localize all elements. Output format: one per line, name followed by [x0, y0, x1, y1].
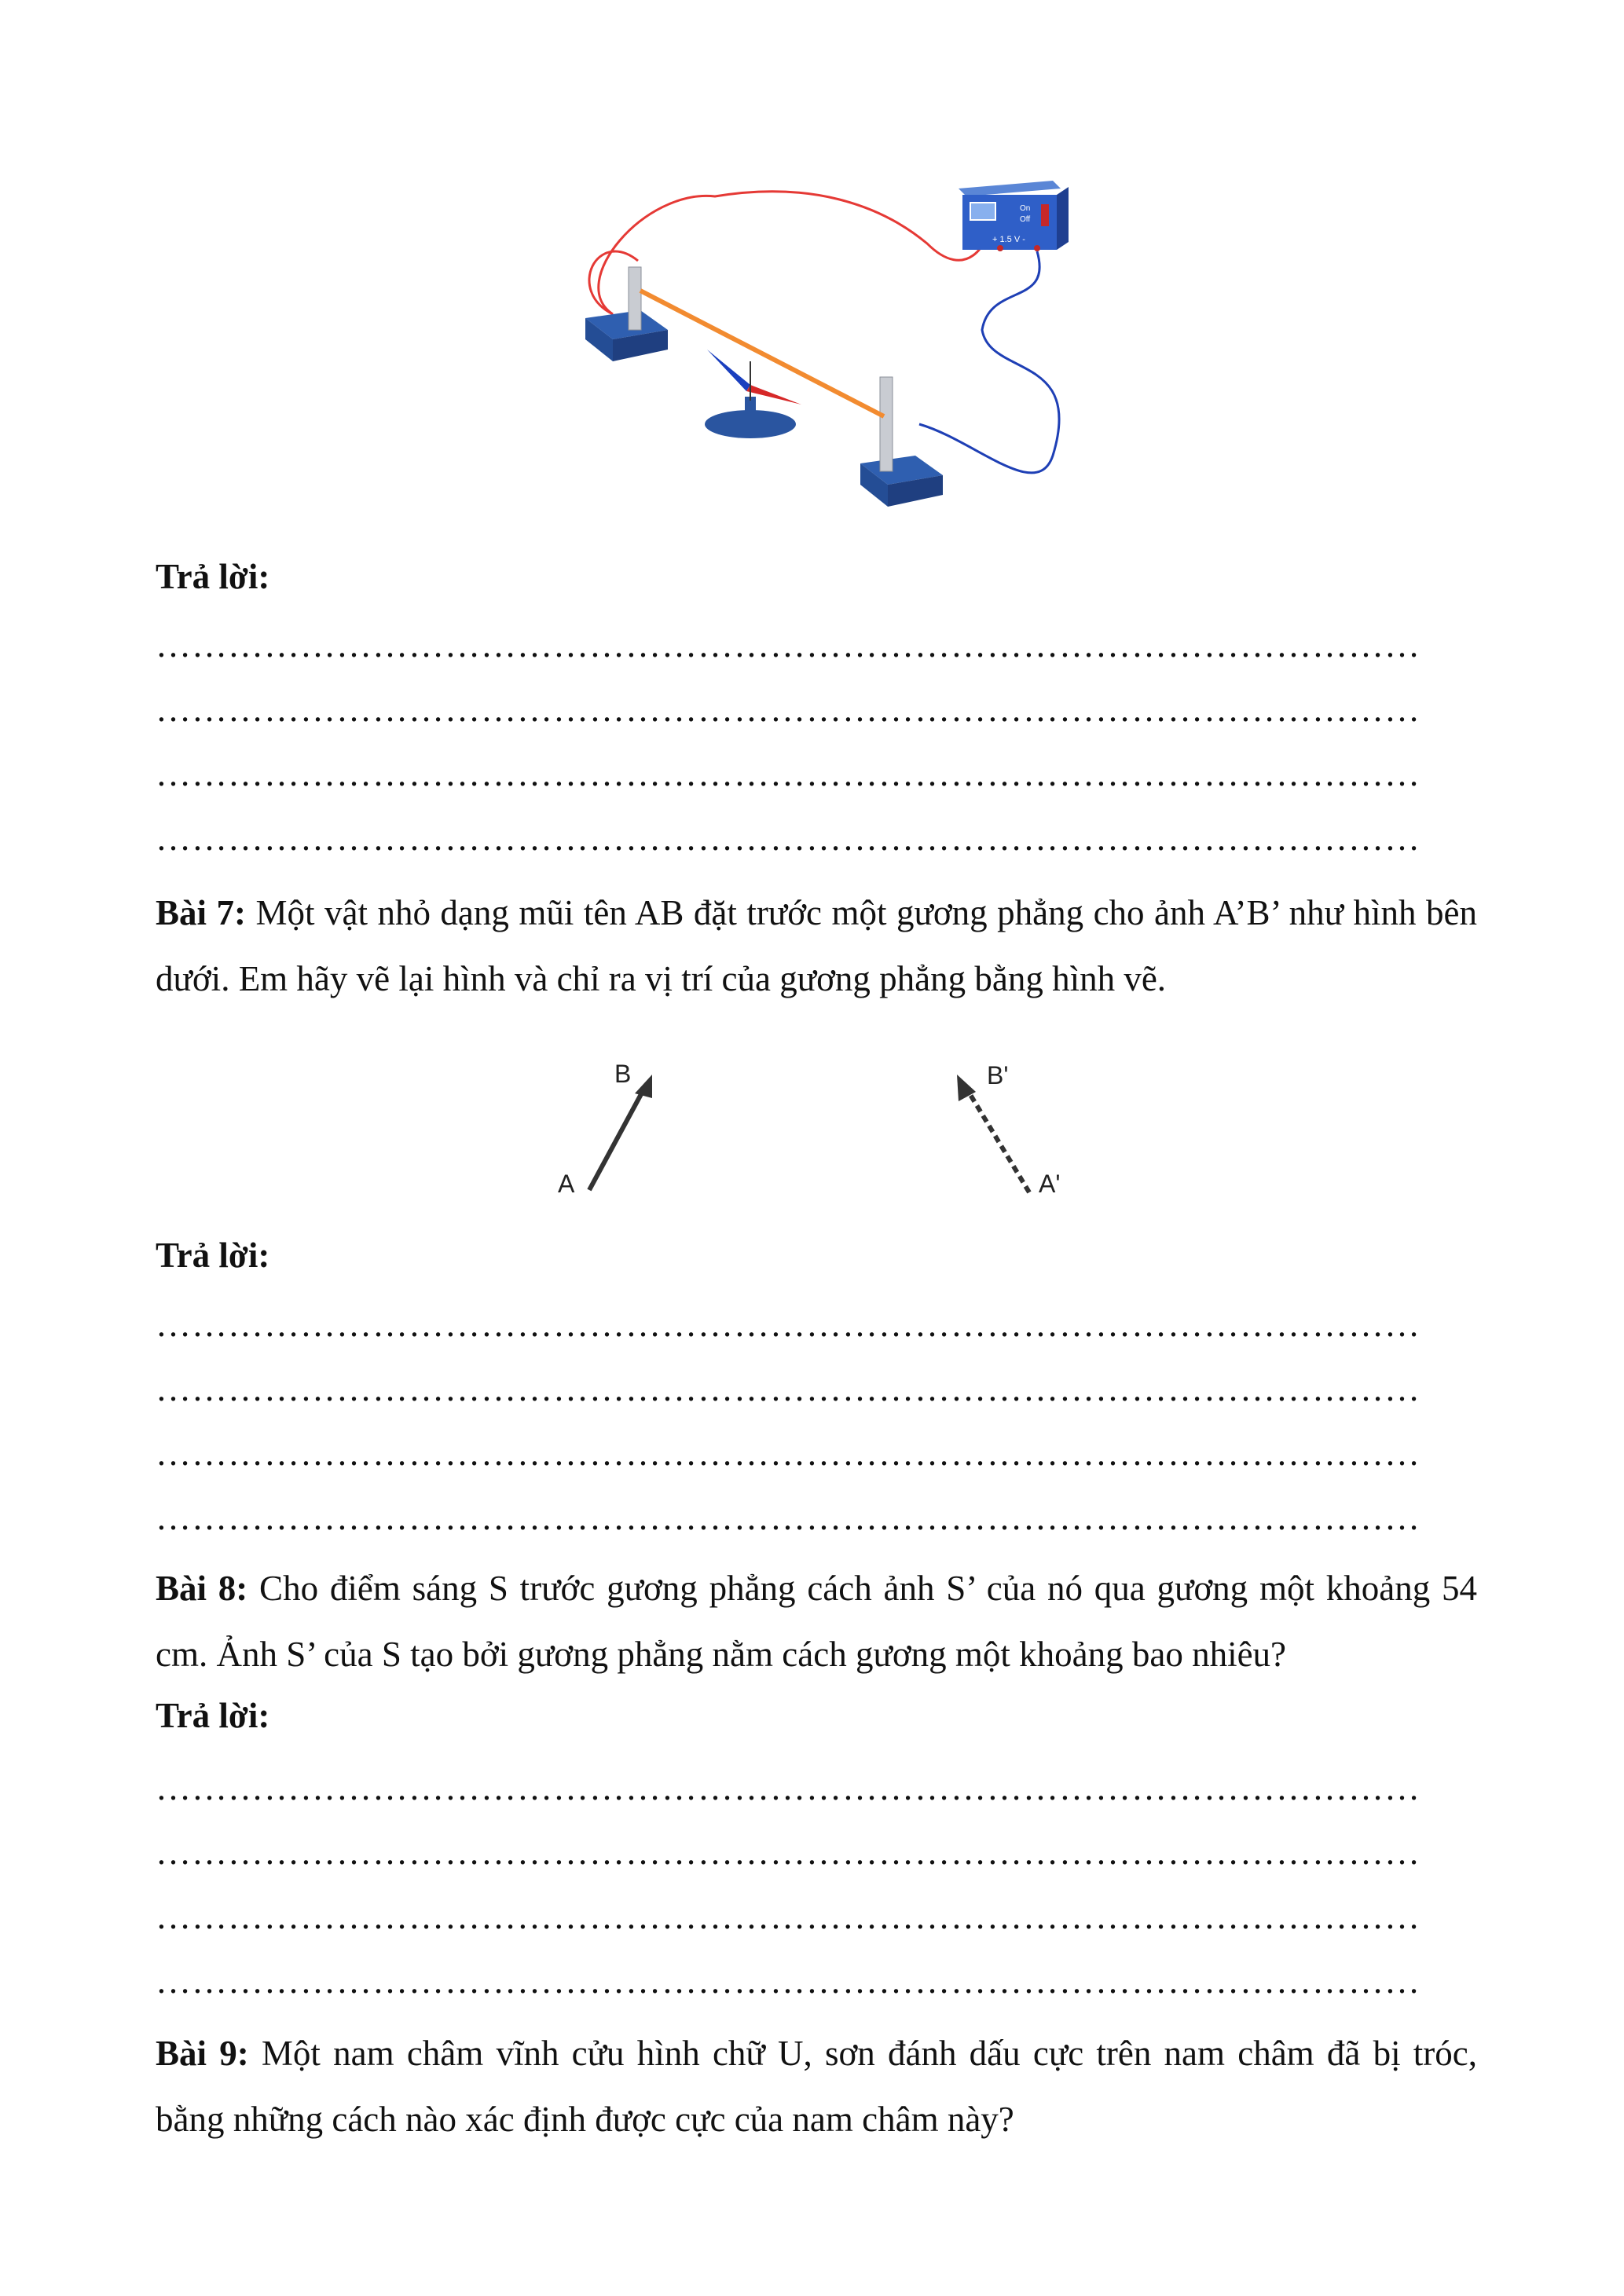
left-stand	[585, 267, 668, 361]
answer-line: ……………………………………………………………………………………………	[156, 1768, 1421, 1807]
answer-label: Trả lời:	[156, 1236, 270, 1275]
answer-line: ……………………………………………………………………………………………	[156, 1833, 1421, 1872]
bai7-title: Bài 7:	[156, 893, 246, 932]
circuit-figure	[550, 173, 1084, 518]
label-b-prime: B'	[987, 1061, 1009, 1089]
power-off-label: Off	[1020, 215, 1031, 224]
answer-label: Trả lời:	[156, 1696, 270, 1735]
bai9-text: Một nam châm vĩnh cửu hình chữ U, sơn đánh dấu cực trên nam châm đã bị tróc, bằng những cách nào xác định được cực của nam châm này?	[156, 2034, 1477, 2139]
bai7-text: Một vật nhỏ dạng mũi tên AB đặt trước một gương phẳng cho ảnh A’B’ như hình bên dưới. Em hãy vẽ lại hình và chỉ ra vị trí của gương phẳng bằng hình vẽ.	[156, 893, 1477, 998]
answer-line: ……………………………………………………………………………………………	[156, 1897, 1421, 1936]
answer-line: ……………………………………………………………………………………………	[156, 690, 1421, 729]
answer-line: ……………………………………………………………………………………………	[156, 1434, 1421, 1473]
power-on-label: On	[1020, 204, 1031, 213]
answer-line: ……………………………………………………………………………………………	[156, 1498, 1421, 1537]
bai9-question	[156, 2020, 1477, 2152]
bai7-question	[156, 880, 1477, 1012]
compass	[705, 350, 801, 438]
blue-wire	[919, 251, 1059, 473]
arrow-ab-head	[635, 1075, 652, 1098]
answer-line: ……………………………………………………………………………………………	[156, 1305, 1421, 1344]
label-a-prime: A'	[1039, 1170, 1061, 1198]
arrows-figure	[542, 1053, 1092, 1225]
answer-line: ……………………………………………………………………………………………	[156, 625, 1421, 665]
arrow-ab	[589, 1084, 647, 1190]
bai8-title: Bài 8:	[156, 1569, 248, 1608]
answer-line: ……………………………………………………………………………………………	[156, 818, 1421, 858]
bai8-question	[156, 1555, 1477, 1687]
orange-conductor	[640, 291, 884, 416]
power-voltage-label: + 1.5 V -	[992, 235, 1025, 244]
right-stand	[860, 377, 943, 507]
label-b: B	[614, 1060, 632, 1088]
bai8-text: Cho điểm sáng S trước gương phẳng cách ảnh S’ của nó qua gương một khoảng 54 cm. Ảnh S’ của S tạo bởi gương phẳng nằm cách gương một khoảng bao nhiêu?	[156, 1569, 1477, 1674]
answer-line: ……………………………………………………………………………………………	[156, 754, 1421, 793]
answer-label: Trả lời:	[156, 557, 270, 596]
power-supply	[959, 181, 1069, 251]
bai9-title: Bài 9:	[156, 2034, 249, 2073]
answer-line: ……………………………………………………………………………………………	[156, 1961, 1421, 2001]
label-a: A	[558, 1170, 575, 1198]
arrow-a-prime-b-prime	[965, 1086, 1029, 1192]
answer-line: ……………………………………………………………………………………………	[156, 1369, 1421, 1408]
